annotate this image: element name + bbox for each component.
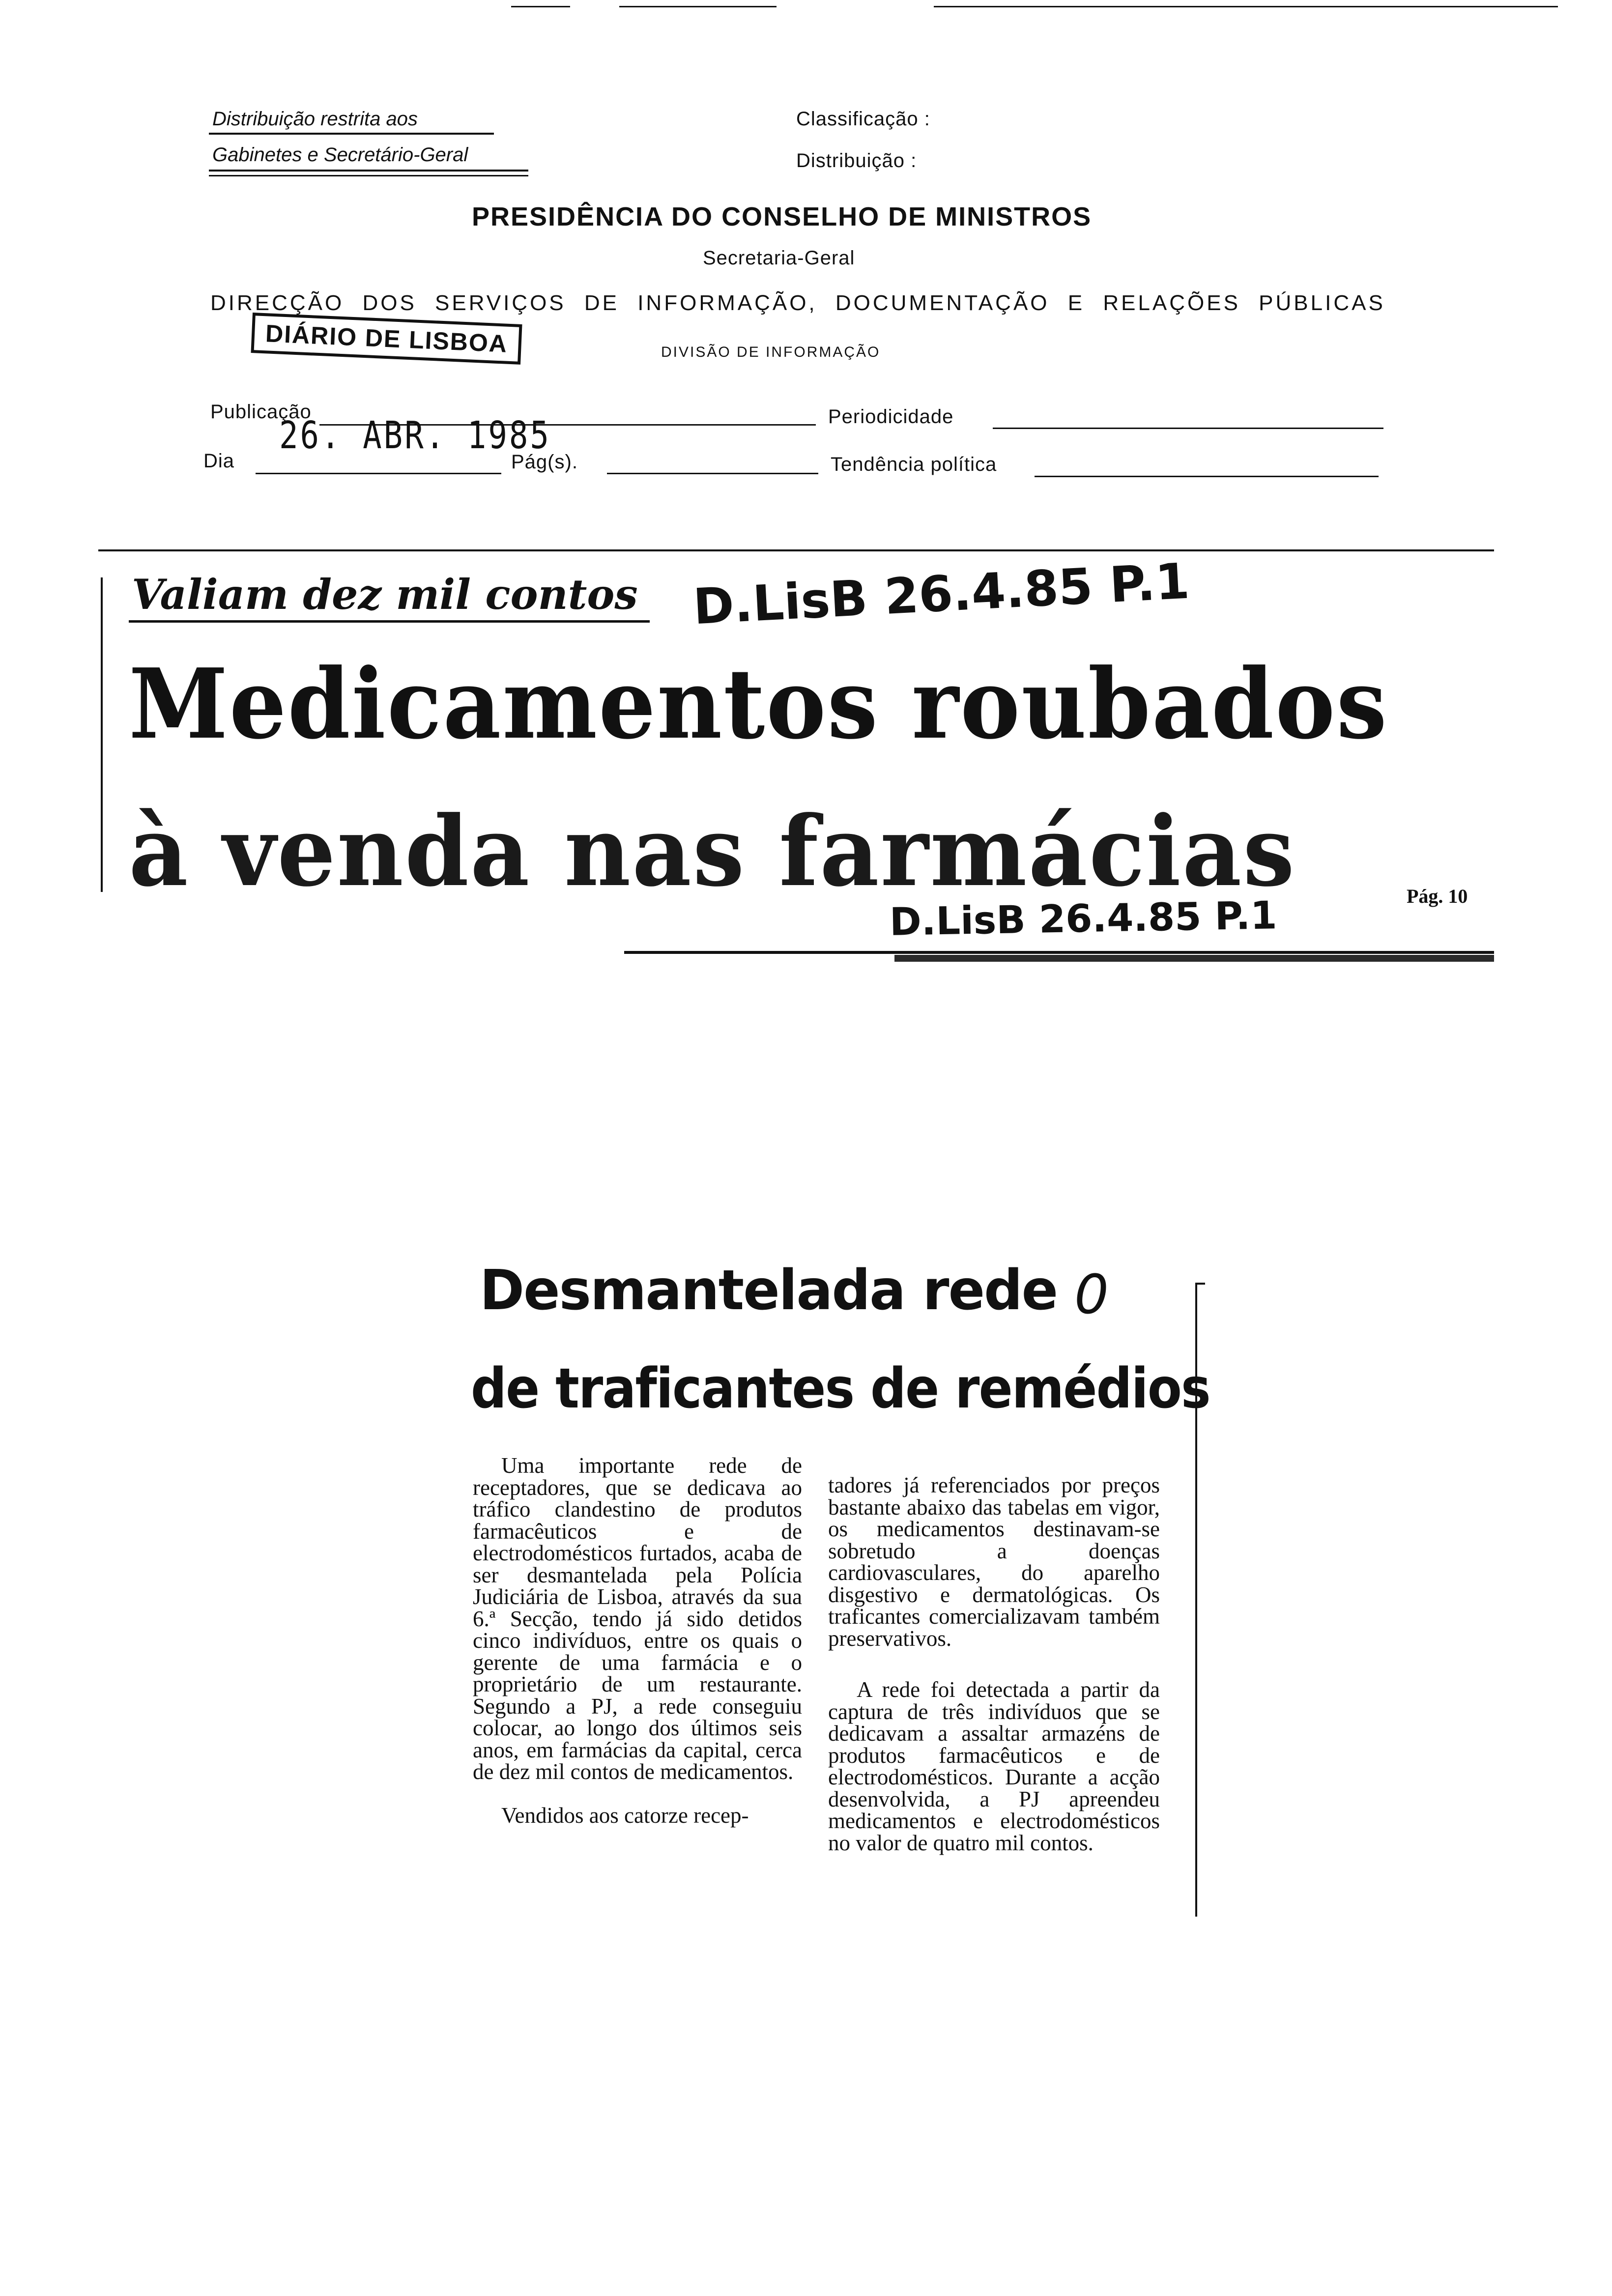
clipping2-column-2 [828, 1474, 1160, 1875]
top-edge-line [934, 6, 1558, 7]
restricted-line-2: Gabinetes e Secretário-Geral [212, 144, 468, 166]
clipping1-headline-line2: à venda nas farmácias [129, 795, 1296, 908]
presidencia-title: PRESIDÊNCIA DO CONSELHO DE MINISTROS [472, 202, 1092, 231]
tendencia-line [1035, 476, 1379, 477]
tendencia-label: Tendência política [831, 454, 997, 475]
clipping1-kicker: Valiam dez mil contos [132, 570, 638, 619]
pags-label: Pág(s). [511, 451, 578, 473]
clipping1-top-rule [98, 549, 1494, 551]
clipping1-bottom-rule-heavy [894, 955, 1494, 962]
clipping2-headline-line2: de traficantes de remédios [471, 1357, 1210, 1421]
clipping2-right-rule-tick [1195, 1283, 1205, 1285]
date-stamp: 26. ABR. 1985 [279, 414, 551, 458]
periodicidade-line [993, 428, 1383, 429]
source-stamp: DIÁRIO DE LISBOA [251, 313, 522, 365]
handwritten-note: 0 [1074, 1263, 1109, 1326]
column2-paragraph-2: A rede foi detectada a partir da captura de três indivíduos que se dedicavam a assaltar armazéns de produtos farmacêuticos e de electrodomésticos. Durante a acção desenvolvida, a PJ apreendeu medicamentos e electrodomésticos no valor de quatro mil contos. [828, 1677, 1160, 1855]
restricted-underline [209, 175, 528, 176]
periodicidade-label: Periodicidade [828, 406, 954, 428]
column1-paragraph-2: Vendidos aos catorze recep- [501, 1803, 749, 1828]
restricted-underline [209, 170, 528, 172]
kicker-underline [129, 620, 650, 623]
column1-paragraph-1: Uma importante rede de receptadores, que se dedicava ao tráfico clandestino de produtos farmacêuticos e de electrodomésticos furtados, acaba de ser desmantelada pela Polícia Judiciária de Lisboa, através da sua 6.ª Secção, tendo já sido detidos cinco indivíduos, entre os quais o gerente de uma farmácia e o proprietário de um restaurante. Segundo a PJ, a rede conseguiu colocar, ao longo dos últimos seis anos, em farmácias da capital, cerca de dez mil contos de medicamentos. [473, 1453, 802, 1784]
top-edge-line [619, 6, 777, 7]
publicacao-label: Publicação [210, 401, 312, 423]
column2-paragraph-1: tadores já referenciados por preços bastante abaixo das tabelas em vigor, os medicamentos destinavam-se sobretudo a doenças cardiovasculares, do aparelho disgestivo e dermatológicas. Os traficantes comercializavam também preservativos. [828, 1473, 1160, 1651]
clipping1-bottom-rule [624, 951, 1494, 954]
classificacao-label: Classificação : [796, 108, 930, 130]
handwritten-annotation-bottom: D.LisB 26.4.85 P.1 [889, 893, 1278, 945]
clipping2-headline-line1: Desmantelada rede [480, 1259, 1058, 1322]
distribuicao-label: Distribuição : [796, 150, 917, 172]
clipping1-left-rule [101, 577, 103, 892]
clipping2-column-1 [473, 1455, 802, 1848]
top-edge-line [511, 6, 570, 7]
handwritten-annotation-top: D.LisB 26.4.85 P.1 [691, 552, 1191, 636]
dia-label: Dia [203, 450, 235, 472]
secretaria-subtitle: Secretaria-Geral [703, 247, 855, 269]
restricted-underline [209, 133, 494, 135]
divisao-line: DIVISÃO DE INFORMAÇÃO [661, 344, 881, 360]
restricted-line-1: Distribuição restrita aos [212, 108, 418, 130]
dia-line [256, 473, 501, 474]
pags-line [607, 473, 818, 474]
direccao-line: DIRECÇÃO DOS SERVIÇOS DE INFORMAÇÃO, DOCUMENTAÇÃO E RELAÇÕES PÚBLICAS [210, 291, 1385, 315]
clipping1-page-ref: Pág. 10 [1407, 885, 1468, 907]
clipping1-headline-line1: Medicamentos roubados [129, 648, 1388, 761]
